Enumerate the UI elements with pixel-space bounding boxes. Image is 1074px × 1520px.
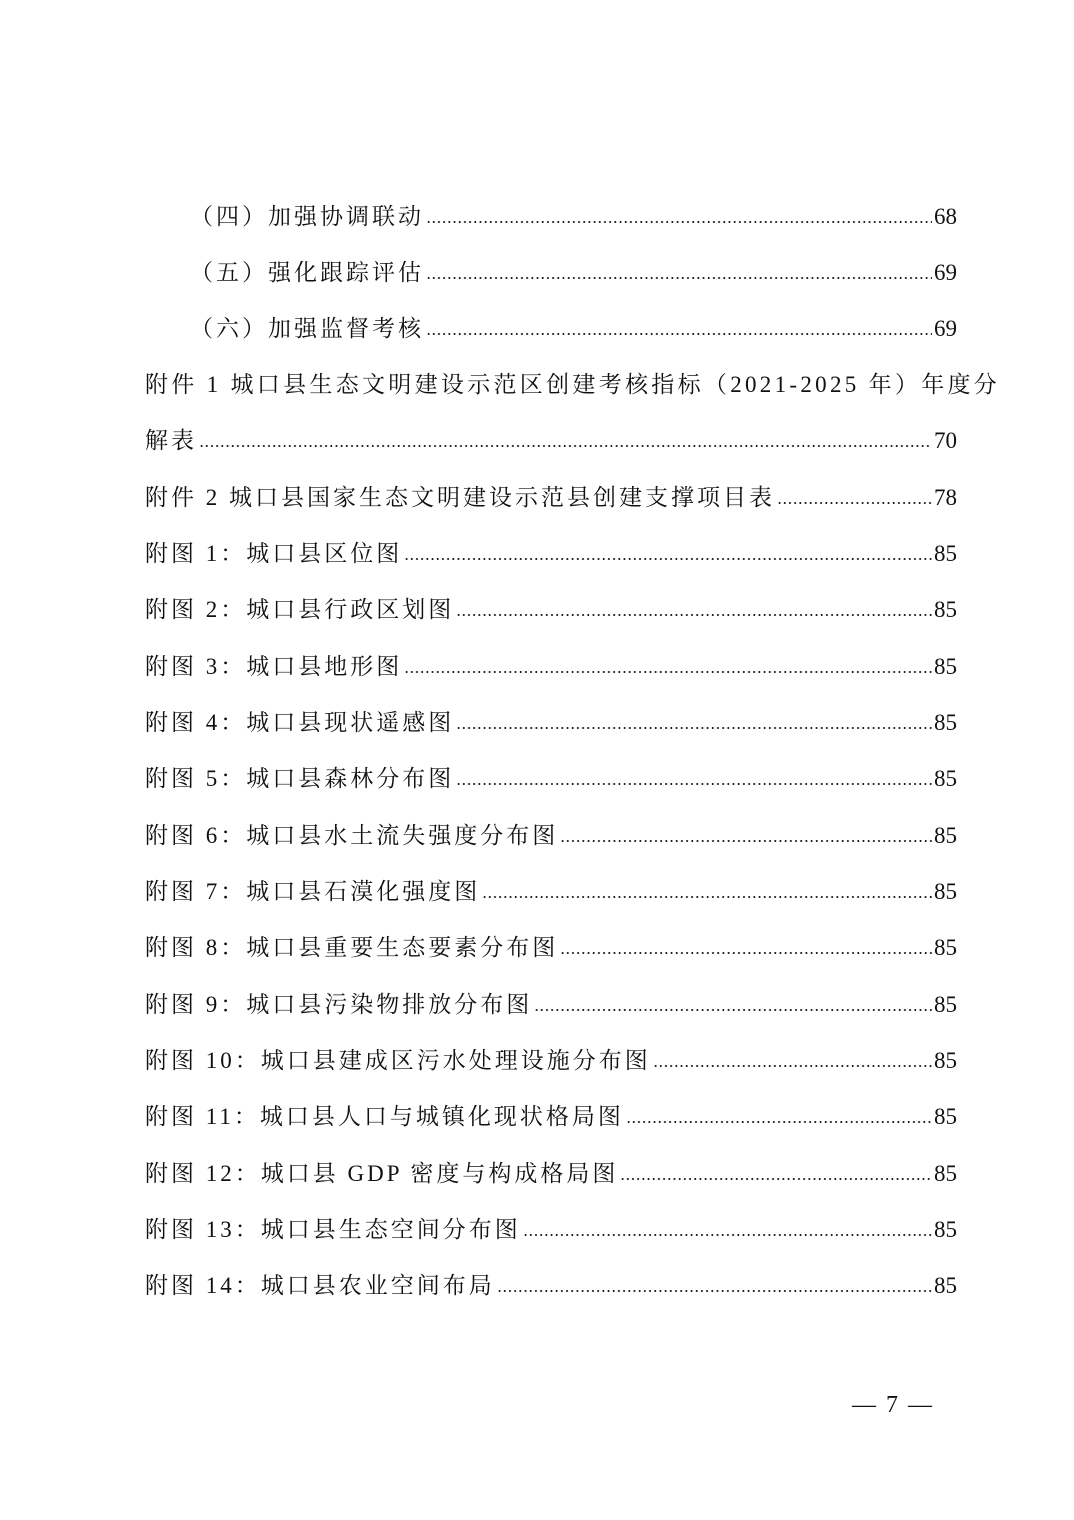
toc-entry-page: 85	[934, 935, 957, 960]
toc-entry-label: 附图 11：城口县人口与城镇化现状格局图	[145, 1104, 624, 1129]
toc-entry-label: 附图 2：城口县行政区划图	[145, 597, 455, 622]
toc-entry-page: 85	[934, 1161, 957, 1186]
toc-entry-label: 附图 1：城口县区位图	[145, 541, 403, 566]
toc-entry-page: 85	[934, 1273, 957, 1298]
dot-leader	[404, 556, 932, 562]
dot-leader	[456, 725, 932, 731]
dot-leader	[523, 1232, 932, 1238]
toc-entry-page: 85	[934, 597, 957, 622]
toc-entry-label: 附图 3：城口县地形图	[145, 654, 403, 679]
toc-entry-label: （六）加强监督考核	[190, 316, 424, 341]
dot-leader	[620, 1176, 932, 1182]
toc-entry-page: 85	[934, 654, 957, 679]
toc-entry-page: 85	[934, 992, 957, 1017]
dot-leader	[482, 894, 932, 900]
toc-entry	[145, 988, 957, 1022]
dot-leader	[456, 781, 932, 787]
dot-leader	[426, 275, 932, 281]
toc-entry-page: 69	[934, 316, 957, 341]
dot-leader	[653, 1063, 932, 1069]
toc-entry-page: 85	[934, 766, 957, 791]
toc-entry-label: 附件 2 城口县国家生态文明建设示范县创建支撑项目表	[145, 485, 775, 510]
toc-entry	[145, 931, 957, 965]
toc-entry-page: 69	[934, 260, 957, 285]
toc-entry	[145, 762, 957, 796]
toc-entry-page: 85	[934, 823, 957, 848]
toc-entry-label: 附图 10：城口县建成区污水处理设施分布图	[145, 1048, 651, 1073]
toc-entry	[145, 650, 957, 684]
toc-entry	[145, 481, 957, 515]
toc-entry-label: （五）强化跟踪评估	[190, 260, 424, 285]
toc-entry	[145, 875, 957, 909]
toc-entry	[145, 706, 957, 740]
toc-entry	[145, 537, 957, 571]
toc-entry-label: 附图 8：城口县重要生态要素分布图	[145, 935, 559, 960]
toc-entry	[145, 424, 957, 458]
dot-leader	[626, 1119, 932, 1125]
toc-entry-label: 附图 6：城口县水土流失强度分布图	[145, 823, 559, 848]
dot-leader	[560, 950, 932, 956]
toc-entry-page: 85	[934, 879, 957, 904]
toc-entry-page: 78	[934, 485, 957, 510]
dot-leader	[199, 443, 932, 449]
toc-entry-label: 附图 5：城口县森林分布图	[145, 766, 455, 791]
toc-entry	[145, 1157, 957, 1191]
toc-entry	[190, 200, 957, 234]
dot-leader	[534, 1007, 932, 1013]
toc-entry-label: 附图 14：城口县农业空间布局	[145, 1273, 495, 1298]
toc-entry-label: 附图 7：城口县石漠化强度图	[145, 879, 481, 904]
toc-entry	[190, 256, 957, 290]
dot-leader	[777, 500, 932, 506]
toc-entry-label: 解表	[145, 428, 197, 453]
toc-entry-label: 附图 12：城口县 GDP 密度与构成格局图	[145, 1161, 619, 1186]
dot-leader	[456, 612, 932, 618]
toc-entry-label: 附图 4：城口县现状遥感图	[145, 710, 455, 735]
toc-entry	[145, 593, 957, 627]
toc-entry-label: （四）加强协调联动	[190, 204, 424, 229]
toc-entry	[145, 819, 957, 853]
toc-entry-page: 70	[934, 428, 957, 453]
toc-entry	[145, 1269, 957, 1303]
toc-entry-page: 85	[934, 1104, 957, 1129]
toc-entry	[145, 1213, 957, 1247]
dot-leader	[404, 669, 932, 675]
toc-entry	[145, 1100, 957, 1134]
dot-leader	[426, 331, 932, 337]
dot-leader	[426, 219, 932, 225]
toc-entry-label: 附图 9：城口县污染物排放分布图	[145, 992, 533, 1017]
page-number: — 7 —	[852, 1392, 934, 1418]
toc-entry-page: 68	[934, 204, 957, 229]
toc-entry-label-line1: 附件 1 城口县生态文明建设示范区创建考核指标（2021-2025 年）年度分	[145, 372, 1001, 397]
toc-entry-page: 85	[934, 710, 957, 735]
toc-entry-label: 附图 13：城口县生态空间分布图	[145, 1217, 521, 1242]
toc-entry	[145, 1044, 957, 1078]
toc-entry-page: 85	[934, 1217, 957, 1242]
toc-entry-page: 85	[934, 541, 957, 566]
toc-entry-page: 85	[934, 1048, 957, 1073]
dot-leader	[560, 838, 932, 844]
dot-leader	[497, 1288, 932, 1294]
toc-entry	[190, 312, 957, 346]
